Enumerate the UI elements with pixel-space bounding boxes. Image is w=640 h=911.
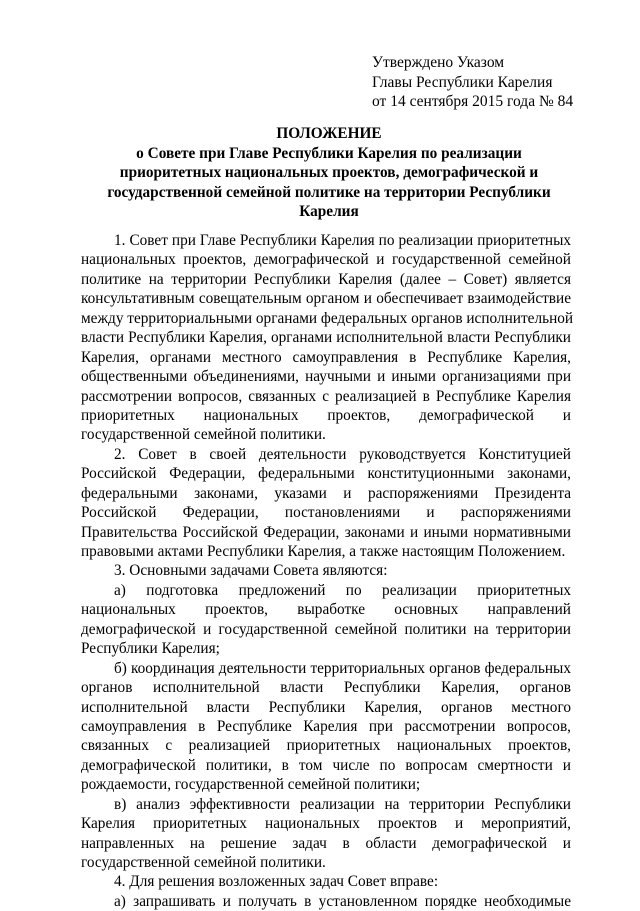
body-line: органов исполнительной власти Республики Карелия, органов xyxy=(81,679,571,697)
body-line: между территориальными органами федеральных органов исполнительной xyxy=(81,309,574,327)
body-line: власти Республики Карелия, органами исполнительной власти Республики xyxy=(81,329,571,347)
body-line: а) подготовка предложений по реализации приоритетных xyxy=(114,581,571,599)
approval-line-2: Главы Республики Карелия xyxy=(372,73,553,91)
title-line: государственной семейной политике на территории Республики xyxy=(107,183,551,201)
body-line: политике на территории Республики Карелия (далее – Совет) является xyxy=(81,270,571,288)
body-line: государственной семейной политики. xyxy=(81,854,326,871)
title-line: приоритетных национальных проектов, демографической и xyxy=(119,164,539,181)
body-line: самоуправления в Республике Карелия при рассмотрении вопросов, xyxy=(81,717,571,735)
body-line: 1. Совет при Главе Республики Карелия по реализации приоритетных xyxy=(114,232,571,249)
body-line: Российской Федерации, постановлениями и распоряжениями xyxy=(81,504,571,522)
body-line: 3. Основными задачами Совета являются: xyxy=(114,562,388,580)
body-line: рассмотрении вопросов, связанных с реализацией в Республике Карелия xyxy=(81,387,571,405)
body-line: Карелия, органами местного самоуправления в Республике Карелия, xyxy=(81,348,571,366)
body-line: 2. Совет в своей деятельности руководствуется Конституцией xyxy=(114,445,571,463)
body-line: демографической политики, в том числе по вопросам смертности и xyxy=(81,756,571,774)
approval-line-3: от 14 сентября 2015 года № 84 xyxy=(372,93,574,110)
body-line: рождаемости, государственной семейной политики; xyxy=(81,776,421,794)
body-line: Правительства Российской Федерации, законами и иными нормативными xyxy=(81,523,571,541)
title-line: о Совете при Главе Республики Карелия по реализации xyxy=(136,144,522,162)
body-line: Республики Карелия; xyxy=(81,640,220,658)
body-line: общественными объединениями, научными и иными организациями при xyxy=(81,368,571,386)
body-line: национальных проектов, демографической и государственной семейной xyxy=(81,251,571,269)
body-line: 4. Для решения возложенных задач Совет вправе: xyxy=(114,873,439,891)
document-title xyxy=(82,124,576,222)
body-line: демографической и государственной семейной политики на территории xyxy=(81,620,571,638)
body-line: правовыми актами Республики Карелия, а также настоящим Положением. xyxy=(81,543,566,560)
document-body xyxy=(81,231,574,911)
approval-stamp xyxy=(372,53,612,112)
body-line: в) анализ эффективности реализации на территории Республики xyxy=(114,795,571,813)
title-line: Карелия xyxy=(299,203,359,220)
body-line: Карелия приоритетных национальных проектов и мероприятий, xyxy=(81,815,571,833)
body-line: исполнительной власти Республики Карелия, органов местного xyxy=(81,698,571,716)
title-line: ПОЛОЖЕНИЕ xyxy=(276,125,382,142)
body-line: Российской Федерации, федеральными конституционными законами, xyxy=(81,465,571,483)
body-line: а) запрашивать и получать в установленном порядке необходимые xyxy=(114,892,571,910)
body-line: государственной семейной политики. xyxy=(81,426,326,444)
body-line: федеральными законами, указами и распоряжениями Президента xyxy=(81,484,571,502)
body-line: приоритетных национальных проектов, демографической и xyxy=(81,406,571,424)
body-line: национальных проектов, выработке основных направлений xyxy=(81,601,571,619)
body-line: консультативным совещательным органом и обеспечивает взаимодействие xyxy=(81,290,571,308)
body-line: связанных с реализацией приоритетных национальных проектов, xyxy=(81,737,571,755)
body-line: направленных на решение задач в области демографической и xyxy=(81,834,571,852)
approval-line-1: Утверждено Указом xyxy=(372,54,505,71)
body-line: б) координация деятельности территориальных органов федеральных xyxy=(114,659,571,677)
